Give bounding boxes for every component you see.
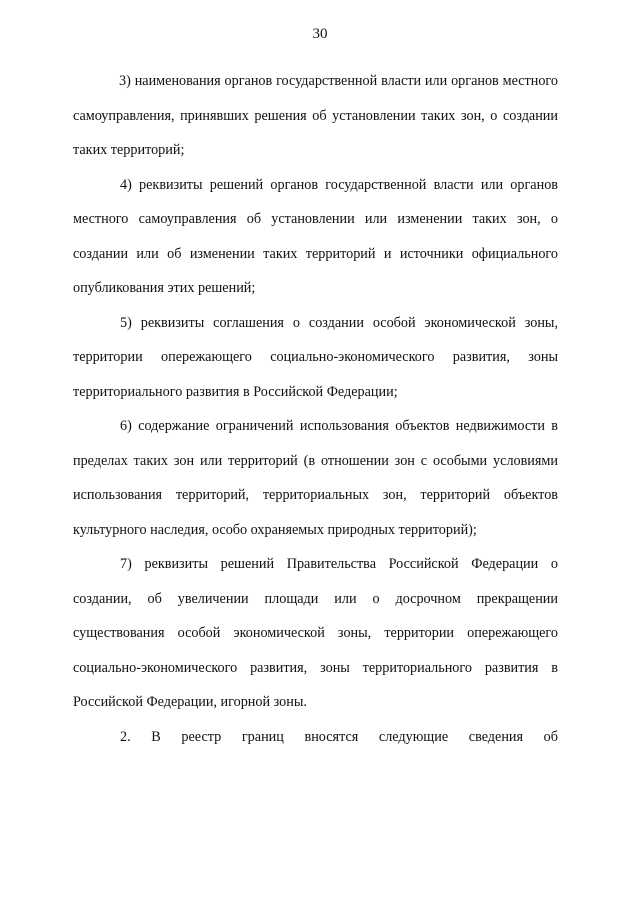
page-number: 30 [312, 26, 328, 42]
document-body [73, 64, 558, 754]
paragraph-section-2: 2. В реестр границ вносятся следующие сведения об [120, 728, 558, 745]
paragraph-item-5: 5) реквизиты соглашения о создании особой экономической зоны, территории опережающего социально-экономического развития, зоны территориального развития в Российской Федерации; [73, 314, 558, 400]
paragraph-item-3: 3) наименования органов государственной власти или органов местного самоуправления, принявших решения об установлении таких зон, о создании таких территорий; [73, 73, 558, 158]
paragraph-item-6: 6) содержание ограничений использования объектов недвижимости в пределах таких зон или территорий (в отношении зон с особыми условиями использования территорий, территориальных зон, территорий объектов культурного наследия, особо охраняемых природных территорий); [73, 418, 558, 538]
paragraph-item-7: 7) реквизиты решений Правительства Российской Федерации о создании, об увеличении площади или о досрочном прекращении существования особой экономической зоны, территории опережающего социально-экономического развития, зоны территориального развития в Российской Федерации, игорной зоны. [73, 556, 558, 710]
paragraph-item-4: 4) реквизиты решений органов государственной власти или органов местного самоуправления об установлении или изменении таких зон, о создании или об изменении таких территорий и источники официального опубликования этих решений; [73, 176, 558, 296]
